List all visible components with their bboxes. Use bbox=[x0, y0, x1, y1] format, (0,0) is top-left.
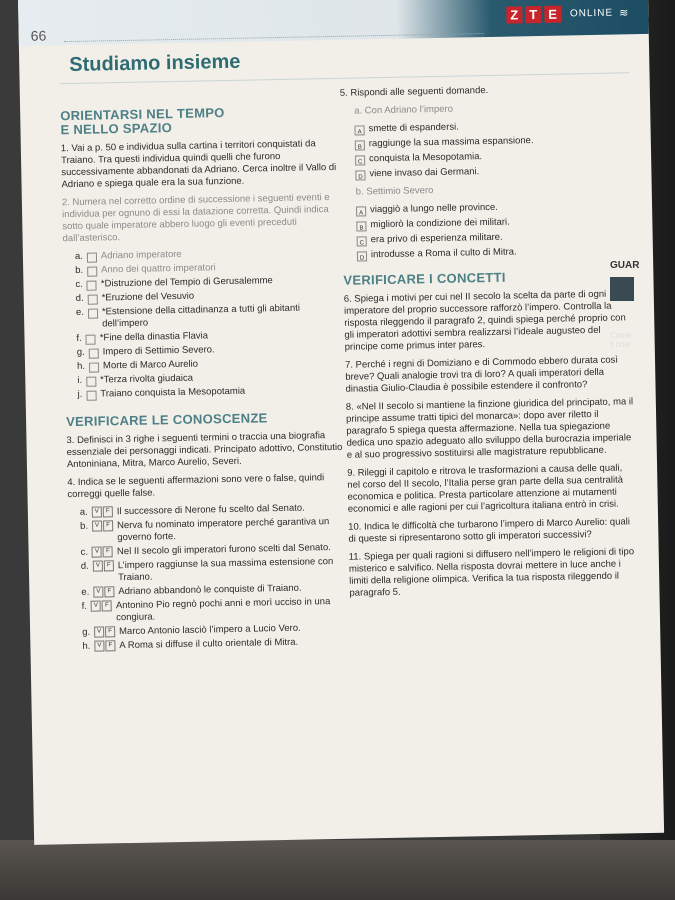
online-label: ONLINE bbox=[569, 7, 614, 20]
right-column: 5. Rispondi alle seguenti domande. a. Con Adriano l’impero A smette di espandersi. B raggiunge la sua massima espansione. C conquista la Mesopotamia. D viene invaso dai Germani. b. Settimio Severo A viaggiò a lungo nelle province. B migliorò la condizione dei militari. C era privo di esperienza militare. D introdusse a Roma il culto di Mitra. VERIFICARE I CONCETTI 6. Spiega i motivi per cui nel II secolo la scelta da parte di ogni imperatore del proprio successore rafforzò l’impero. Controlla la risposta rileggendo il paragrafo 2, quindi spiega perché proprio con gli imperatori adottivi sembra realizzarsi l’ideale augusteo del principe come primus inter pares. 7. Perché i regni di Domiziano e di Commodo ebbero durata così breve? Quali analogie trovi tra di loro? A quali imperatori della dinastia Giulio-Claudia è possibile estendere il confronto? 8. «Nel II secolo si mantiene la finzione giuridica del principato, ma il principe assume tratti tipici del monarca»: dopo aver riletto il paragrafo 5 spiega questa affermazione. Nella tua spiegazione dedica uno spazio adeguato allo sviluppo della burocrazia imperiale e al suo progressivo sostituirsi alle magistrature repubblicane. 9. Rileggi il capitolo e ritrova le trasformazioni a causa delle quali, nel corso del II secolo, l’Italia perse gran parte della sua centralità economica e politica. Presta particolare attenzione ai mutamenti economici e alle ragioni per cui l’agricoltura italiana entrò in crisi. 10. Indica le difficoltà che turbarono l’impero di Marco Aurelio: quali di queste si ripresentarono sotto gli imperatori successivi? 11. Spiega per quali ragioni si diffusero nell’impero le religioni di tipo misterico e salvifico. Nella risposta dovrai mettere in luce anche i limiti della religione olimpica. Verifica la tua risposta rileggendo il paragrafo 5. bbox=[340, 76, 640, 605]
question-10: 10. Indica le difficoltà che turbarono l’impero di Marco Aurelio: quali di queste si ripresentarono sotto gli imperatori successivi? bbox=[348, 516, 631, 545]
page-title: Studiamo insieme bbox=[69, 50, 241, 77]
question-7: 7. Perché i regni di Domiziano e di Commodo ebbero durata così breve? Quali analogie trovi tra di loro? A quali imperatori della dinastia Giulio-Claudia è possibile estendere il confronto? bbox=[344, 354, 619, 395]
question-2: 2. Numera nel corretto ordine di successione i seguenti eventi e individua per ognuno di essi la datazione corretta. Quindi indica sotto quale imperatore abbero luogo gli eventi preceduti dall’asterisco. bbox=[61, 192, 330, 245]
next-page-edge bbox=[610, 260, 675, 349]
question-9: 9. Rileggi il capitolo e ritrova le trasformazioni a causa delle quali, nel corso del II secolo, l’Italia perse gran parte della sua centralità economica e politica. Presta particolare attenzione ai mutamenti economici e alle ragioni per cui l’agricoltura italiana entrò in crisi. bbox=[347, 462, 624, 515]
section-heading: ORIENTARSI NEL TEMPO E NELLO SPAZIO bbox=[60, 105, 225, 138]
question-11: 11. Spiega per quali ragioni si diffusero nell’impero le religioni di tipo misterico e salvifico. Nella risposta dovrai mettere in luce anche i limiti della religione olimpica. Verifica la tua risposta rileggendo il paragrafo 5. bbox=[348, 546, 635, 599]
true-false-list: a. V F Il successore di Nerone fu scelto dal Senato. b. V F Nerva fu nominato imperatore perché garantiva un governo forte. c. V F Nel II secolo gli imperatori furono scelti dal Senato. d. V F L’impero raggiunse la sua massima estensione con Traiano. e. V F Adriano abbandonò le conquiste di Traiano. f. V F Antonino Pio regnò pochi anni e morì ucciso in una congiura. g. V F Marco Antonio lasciò l’impero a Lucio Vero. h. V F A Roma si diffuse il culto orientale di Mitra. bbox=[79, 502, 334, 652]
question-3: 3. Definisci in 3 righe i seguenti termini o traccia una biografia essenziale dei personaggi indicati. Principato adottivo, Constitutio Antoniniana, Mitra, Marco Aurelio, Severi. bbox=[66, 430, 343, 471]
brand-letter: T bbox=[525, 6, 541, 23]
section-heading: VERIFICARE I CONCETTI bbox=[343, 269, 506, 288]
question-5b: b. Settimio Severo bbox=[355, 185, 434, 198]
question-1: 1. Vai a p. 50 e individua sulla cartina i territori conquistati da Traiano. Tra questi individua quindi quelli che furono successivamente abbandonati da Adriano. Cerca inoltre il Vallo di Adriano e spiega quale era la sua funzione. bbox=[60, 138, 337, 191]
question-5a: a. Con Adriano l’impero bbox=[354, 103, 454, 117]
wifi-icon: ≋ bbox=[619, 7, 629, 20]
background-table bbox=[0, 840, 675, 900]
brand-letter: E bbox=[544, 6, 561, 23]
side-thumbnail bbox=[610, 277, 634, 301]
side-text: Come il crist bbox=[610, 331, 632, 349]
book-page bbox=[18, 0, 664, 845]
side-heading: GUAR bbox=[610, 260, 640, 271]
question-8: 8. «Nel II secolo si mantiene la finzione giuridica del principato, ma il principe assume tratti tipici del monarca»: dopo aver riletto il paragrafo 5 spiega questa affermazione. Nella tua spiegazione dedica uno spazio adeguato allo sviluppo della burocrazia imperiale e al suo progressivo sostituirsi alle magistrature repubblicane. bbox=[345, 396, 634, 461]
brand-letter: Z bbox=[506, 6, 522, 23]
event-list: a. Adriano imperatore b. Anno dei quattro imperatori c. *Distruzione del Tempio di Gerusalemme d. *Eruzione del Vesuvio e. *Estensione della cittadinanza a tutti gli abitanti dell’impero f. *Fine della dinastia Flavia g. Impero di Settimio Severo. h. Morte di Marco Aurelio i. *Terza rivolta giudaica j. Traiano conquista la Mesopotamia bbox=[74, 248, 301, 400]
online-brand bbox=[506, 4, 628, 23]
page-number: 66 bbox=[30, 27, 47, 44]
question-5: 5. Rispondi alle seguenti domande. bbox=[339, 84, 489, 99]
section-heading: VERIFICARE LE CONOSCENZE bbox=[65, 410, 268, 430]
question-6: 6. Spiega i motivi per cui nel II secolo la scelta da parte di ogni imperatore del proprio successore rafforzò l’impero. Controlla la risposta rileggendo il paragrafo 2, quindi spiega perché proprio con gli imperatori adottivi sembra realizzarsi l’ideale augusteo del principe come primus inter pares. bbox=[343, 288, 626, 353]
question-4: 4. Indica se le seguenti affermazioni sono vere o false, quindi correggi quelle false. bbox=[67, 472, 325, 501]
left-column bbox=[60, 104, 350, 655]
